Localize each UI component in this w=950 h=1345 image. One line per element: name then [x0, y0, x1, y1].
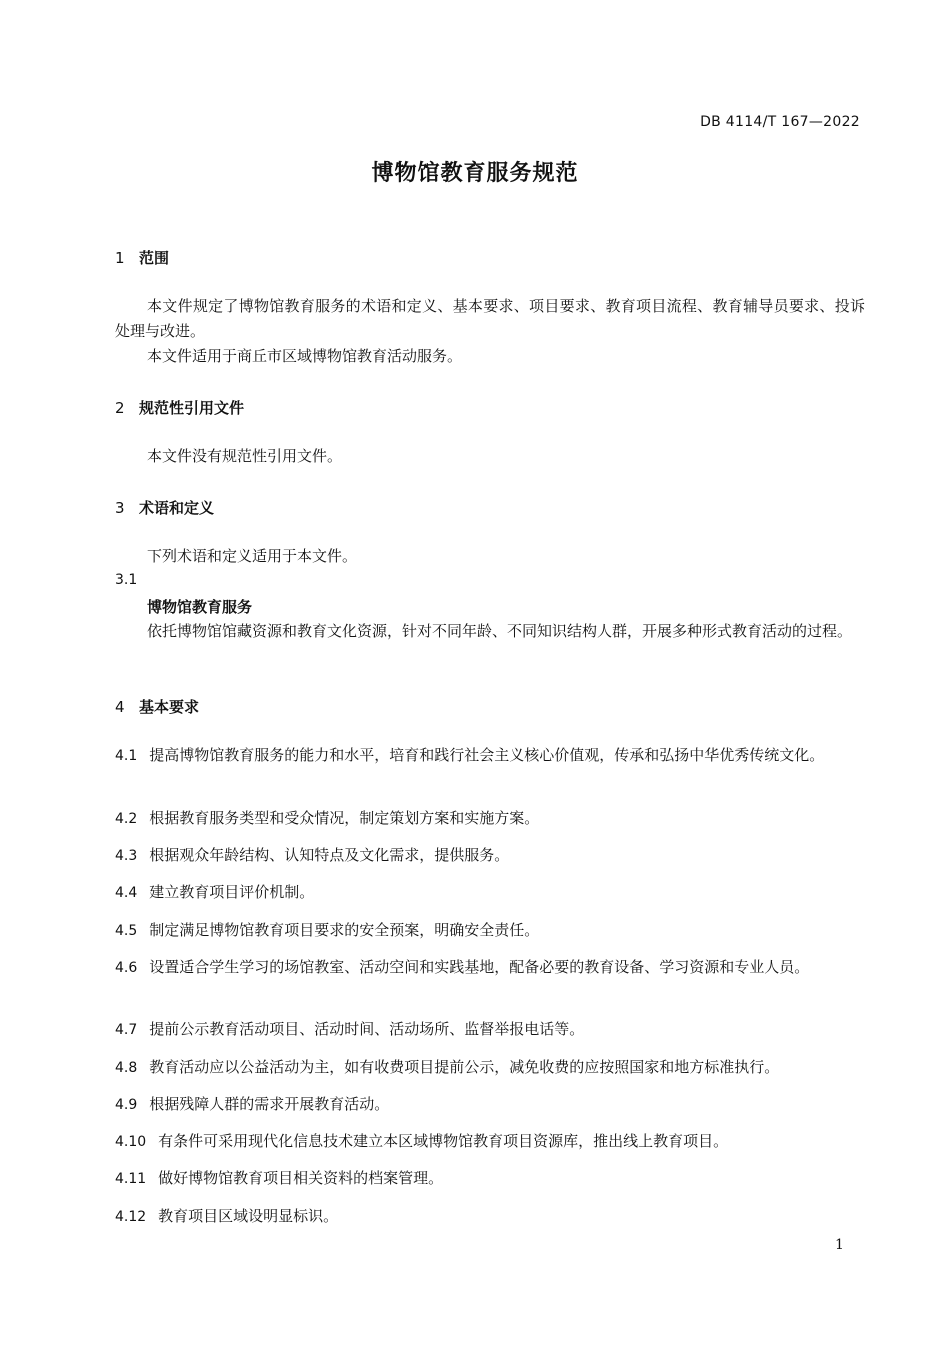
item-number: 4.3 [115, 848, 138, 864]
requirement-item [115, 1092, 865, 1118]
section-title: 规范性引用文件 [139, 399, 245, 417]
requirement-item [115, 880, 865, 906]
requirement-item [115, 1055, 865, 1081]
document-code: DB 4114/T 167—2022 [700, 114, 860, 130]
requirement-item [115, 1166, 865, 1192]
item-text: 做好博物馆教育项目相关资料的档案管理。 [158, 1169, 444, 1187]
item-text: 根据观众年龄结构、认知特点及文化需求，提供服务。 [149, 846, 510, 864]
section-number: 1 [115, 249, 125, 267]
paragraph: 本文件规定了博物馆教育服务的术语和定义、基本要求、项目要求、教育项目流程、教育辅导员要求、投诉处理与改进。 [115, 297, 865, 340]
item-number: 4.1 [115, 748, 138, 764]
item-number: 4.6 [115, 960, 138, 976]
item-text: 教育项目区域设明显标识。 [158, 1207, 339, 1225]
section-heading [115, 497, 214, 518]
item-text: 提高博物馆教育服务的能力和水平，培育和践行社会主义核心价值观，传承和弘扬中华优秀传统文化。 [149, 746, 825, 764]
page-number: 1 [835, 1237, 844, 1253]
item-text: 设置适合学生学习的场馆教室、活动空间和实践基地，配备必要的教育设备、学习资源和专业人员。 [149, 958, 810, 976]
requirement-item [115, 843, 865, 869]
section-number: 4 [115, 698, 125, 716]
item-text: 建立教育项目评价机制。 [149, 883, 315, 901]
section-title: 基本要求 [139, 698, 200, 716]
requirement-item [115, 1204, 865, 1230]
requirement-item [115, 1129, 865, 1155]
document-title: 博物馆教育服务规范 [371, 161, 579, 186]
item-number: 4.9 [115, 1097, 138, 1113]
paragraph: 本文件没有规范性引用文件。 [147, 447, 343, 465]
term-number: 3.1 [115, 572, 138, 588]
item-text: 教育活动应以公益活动为主，如有收费项目提前公示，减免收费的应按照国家和地方标准执行。 [149, 1058, 780, 1076]
requirement-item [115, 806, 865, 832]
item-number: 4.11 [115, 1171, 147, 1187]
item-text: 根据残障人群的需求开展教育活动。 [149, 1095, 390, 1113]
section-title: 术语和定义 [139, 499, 215, 517]
item-number: 4.5 [115, 923, 138, 939]
item-number: 4.2 [115, 811, 138, 827]
item-text: 制定满足博物馆教育项目要求的安全预案，明确安全责任。 [149, 921, 540, 939]
section-title: 范围 [139, 249, 170, 267]
section-heading [115, 696, 199, 717]
item-text: 根据教育服务类型和受众情况，制定策划方案和实施方案。 [149, 809, 540, 827]
item-number: 4.12 [115, 1209, 147, 1225]
requirement-item [115, 743, 865, 769]
item-number: 4.7 [115, 1022, 138, 1038]
requirement-item [115, 1017, 865, 1043]
term-definition: 依托博物馆馆藏资源和教育文化资源，针对不同年龄、不同知识结构人群，开展多种形式教育活动的过程。 [147, 622, 853, 640]
item-text: 提前公示教育活动项目、活动时间、活动场所、监督举报电话等。 [149, 1020, 585, 1038]
item-number: 4.10 [115, 1134, 147, 1150]
paragraph: 下列术语和定义适用于本文件。 [147, 547, 358, 565]
section-heading [115, 397, 244, 418]
item-text: 有条件可采用现代化信息技术建立本区域博物馆教育项目资源库，推出线上教育项目。 [158, 1132, 729, 1150]
item-number: 4.8 [115, 1060, 138, 1076]
section-number: 2 [115, 399, 125, 417]
section-number: 3 [115, 499, 125, 517]
paragraph: 本文件适用于商丘市区域博物馆教育活动服务。 [147, 347, 463, 365]
term-name: 博物馆教育服务 [147, 598, 253, 616]
requirement-item [115, 918, 865, 944]
requirement-item [115, 955, 865, 981]
section-heading [115, 247, 169, 268]
item-number: 4.4 [115, 885, 138, 901]
